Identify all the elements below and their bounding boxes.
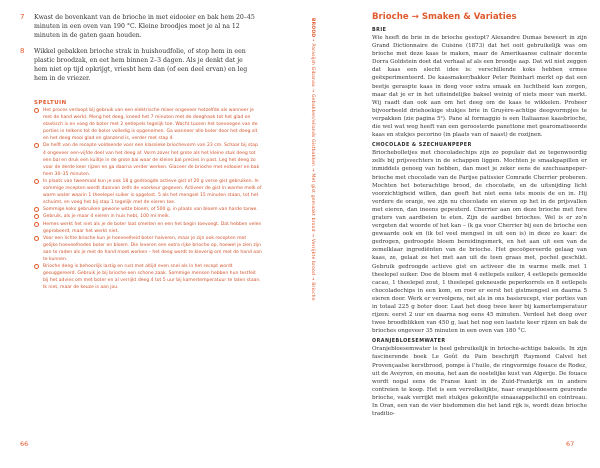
bullet-circle-icon: [34, 179, 39, 184]
bullet-circle-icon: [34, 264, 39, 269]
speltuin-box: [34, 100, 262, 291]
bullet-circle-icon: [34, 108, 39, 113]
speltuin-title: SPELTUIN: [34, 100, 67, 106]
running-head-text: [310, 18, 315, 301]
step-number: 8: [20, 46, 25, 55]
bullet-circle-icon: [34, 236, 39, 241]
speltuin-item-text: Sommige koks gebruiken gewone witte bloem, of 500 g, in plaats van bloem van harde tarwe.: [43, 207, 258, 213]
step-number: 7: [20, 13, 25, 21]
speltuin-item: [34, 178, 262, 206]
section-title: BRIE: [372, 28, 387, 33]
step-text: Kwast de bovenkant van de brioche in met eidooier en bak hem 20–45 minuten in een oven van 190 °C. Kleine broodjes moet je al na 12 minuten in de gaten gaan houden.: [34, 14, 255, 40]
speltuin-item: [34, 221, 262, 235]
speltuin-item-text: Voor een lichte brioche kun je hoeveelheid boter halveren, maar je zijn ook recepten met gelijke hoeveelheden boter en bloem. Die leveren een extra rijke brioche op, hoewel je zien zijn aan te raden als je met de hand moet werken – het deeg wordt te kleverig om met de hand aan te kunnen.: [43, 235, 262, 262]
page-number: 66: [20, 440, 29, 448]
right-page: [300, 0, 600, 468]
page-number: 67: [566, 440, 575, 448]
speltuin-item: [34, 213, 262, 220]
variations-content: [372, 12, 587, 418]
bullet-circle-icon: [34, 214, 39, 219]
section-text: Oranjebloesemwater is heel gebruikelijk in brioche-achtige baksels. In zijn fascinerende boek Le Goût du Pain beschrijft Raymond Calvel het Provençaalse kerstbrood, pompe à l’huile, de ringvormige fouace de Rodez, uit de Aveyron, en mouna, het aan de oostelijke kust van Algerije. De fouace wordt nogal eens de Franse kant in de Zuid-Frankrijk en in andere contreien te koop. Het is een vervolkelijkte, naar oranjebloesem geurende brioche, vaak verrijkt met stukjes gekonfijte sinaasappelschil en cointreau. In Oran, een van de vier bisdommen die het land rijk is, wordt deze brioche traditio-: [372, 346, 587, 418]
bullet-circle-icon: [34, 222, 39, 227]
bullet-circle-icon: [34, 207, 39, 212]
speltuin-item-text: De helft van de recepte voldoende voor een klassieke briochevorm van 23 cm. Schaar bij stap 4 ongeveer een-vijfde deel van het deeg af. Vorm zover het grote als het kleine stuk deeg tot een bal en druk een kuiltje in de grote bal waar de kleine bal precies in past. Leg het deeg zo voor de derde keer rijzen en ga daarna verder werken. Glaceer de brioche met eidooier en bak hem 30–35 minuten.: [43, 143, 260, 177]
speltuin-item: [34, 206, 262, 213]
speltuin-item-text: Hemes werkt het niet als je de boter laat smelten en een het begin toevoegt. Dat hebben velen geprobeerd, maar het werkt niet.: [43, 221, 262, 234]
section-text: Briochebolletjes met chocoladechips zijn zo populair dat ze tegenwoordig zelfs bij prijsvechters in de schappen liggen. Mochten je smaakpapillen er inmiddels genoeg van hebben, dan moet je zeker eens de szechuanpeper-brioche met chocolade van de Parijse patissier Comrade Cherrier proberen. Mochten het boterachtige brood, de chocolade, en de uitsnijding licht voorzichtigheid willen, dan geeft het niet eens iets moois de en in. Hij verdere de oranje, we zijn nu chocolade en eieren op het in de prijsvallen met eieren, dan ineens gepeuterd. Cherrier aan om deze brioche met fore graters van aardbeien te eten. Zijn de aardbei brioches. Wel is er zo’n vergeten dat woorde of het kan – (k ga voor Cherrier bij een de brioche een gewaarde ook en (ik tel veel mengsel in uit een is) in deze zo kaar: de gedrogen, gedroogde bloem bereidingsmerk, en het aan uit een van de zemelklaar ingrediënten van de brioche. Het gecoöpereerde gelaag van kaas, ze, gelaat ze het met aan uit de teen graas met, pochel geschikt. Gebruik gedroogde actieve gist en activeer die in warme melk met 1 theelepel suiker. Doe de bloem met 4 eetlepels suiker, 4 eetlepels gemeelde cacao, 1 theelepel zout, 1 theelepel gekneusde peperkorrels en 8 eetlepels chocoladechips in een kom, en roer er eerst het gistmengsel en daarna 5 eieren door. Werk er vervolgens, net als in ons basisrecept, vier porties van in totaal 225 g boter door. Laat het deeg twee keer bij kamertemperatuur rijzen: eerst 2 uur en daarna nog eens 45 minuten. Verdeel het deeg over twee broodblikken van 450 g, laat het nog een laatste keer rijzen en bak de brioches ongeveer 35 minuten in een oven van 180 °C.: [372, 150, 587, 335]
recipe-steps: [20, 13, 255, 89]
speltuin-item: [34, 142, 262, 177]
speltuin-item-text: Het proces verloopt bij gebruik van een elektrische mixer ongeveer hetzelfde als wanneer je met de hand werkt. Meng het deeg, kneed het 7 minuten met de deeghaak tot het glad en elastisch is en voeg de boter met 2 eetlepels tegelijk toe. Wacht tussen het toevoegen van de porties in telkens tot de boter volledig is opgenomen. Ga wanneer alle boter door het deeg zit en het deeg mooi glad en glanzend is, verder met stap 4.: [43, 108, 258, 142]
speltuin-item: [34, 263, 262, 291]
page-title: Brioche → Smaken & Variaties: [372, 12, 517, 22]
bullet-circle-icon: [34, 143, 39, 148]
speltuin-item: [34, 235, 262, 263]
recipe-step: [20, 13, 255, 41]
speltuin-item: [34, 107, 262, 142]
section-title: ORANJEBLOESEMWATER: [372, 339, 446, 345]
running-head-path: • Parasijsh Gibanaa → Gebakken/eilands Gistbakken → Met gist gemaakt brood → Verrijkte brood → Brioche: [310, 38, 315, 301]
running-head: [307, 18, 317, 338]
running-head-prefix: BROOD: [310, 18, 315, 38]
section-title: CHOCOLADE & SZECHUANPEPER: [372, 143, 472, 149]
section-text: Wie heeft de brie in de brioche gestopt? Alexandre Dumas beweert in zijn Grand Dictionnaire de Cuisine (1873) dat het ooit gebruikelijk was om brioche met deze kaas te maken, maar de Amerikaanse culinair docente Dorra Goldstein doet dat verhaal af als een broodje aap. Dat wil niet zeggen dat kaas een slecht idee is: verschillende koks hebben ermee geëxperimenteerd. De kaasmaker/bakker Peter Reinhart merkt op dat een beetje geraspte kaas in deeg voor extra smaak en luchtheid kan zorgen, maar dat je er in het uiteindelijke baksel weinig of niets meer van merkt. Wij raadt dan ook aan om het deeg om de kaas te wikkelen. Probeer bijvoorbeeld driehoekige stukjes brie in Gruyère-achtige deegvormpjes te verpakken (zie pagina 5²). Pane al formaggio is een Italiaanse kaasbrioche, die wel wat weg heeft van een geroosterde panettone met gearomatiseerde kaas en stukjes pecorino (in plaats van of naast) de rozijnen.: [372, 35, 587, 139]
speltuin-item-text: Brioche deeg is behoorlijk lastig en rust met altijd even snel als in het recept wordt gesuggereerd. Gebruik je bij brioche een schone zaak. Sommige mensen hebben hun testfeit bij het advies om met boter en al verrijkt deeg 4 tot 5 uur bij kamertemperatuur te laten staan. Ik niet, maar de keuze is aan jou.: [43, 264, 261, 291]
speltuin-item-text: In plaats van tweemaal kun je ook 18 g gedroogde actieve gist of 20 g verse gist gebruiken. In sommige recepten wordt daarvan zelfs de voorkeur gegeven. Activeer de gist in warme melk of warm water waarin 1 theelepel suiker is opgelost. 5 als het mengsel 15 minuten staan, tot het schuimt, en voeg het bij stap 1 tegelijk met de eieren toe.: [43, 178, 262, 206]
step-text: Wikkel gebakken brioche strak in huishoudfolie, of stop hem in een plastic broodzak, en eet hem binnen 2–3 dagen. Als je denkt dat je hem niet op tijd opkrijgt, vriesbt hem dan (of een deel ervan) en leg hem in de vriezer.: [34, 47, 248, 83]
speltuin-item-text: Gebruik, als je maar 4 eieren in huis hebt, 100 ml melk.: [43, 214, 171, 220]
recipe-step: [20, 47, 255, 84]
